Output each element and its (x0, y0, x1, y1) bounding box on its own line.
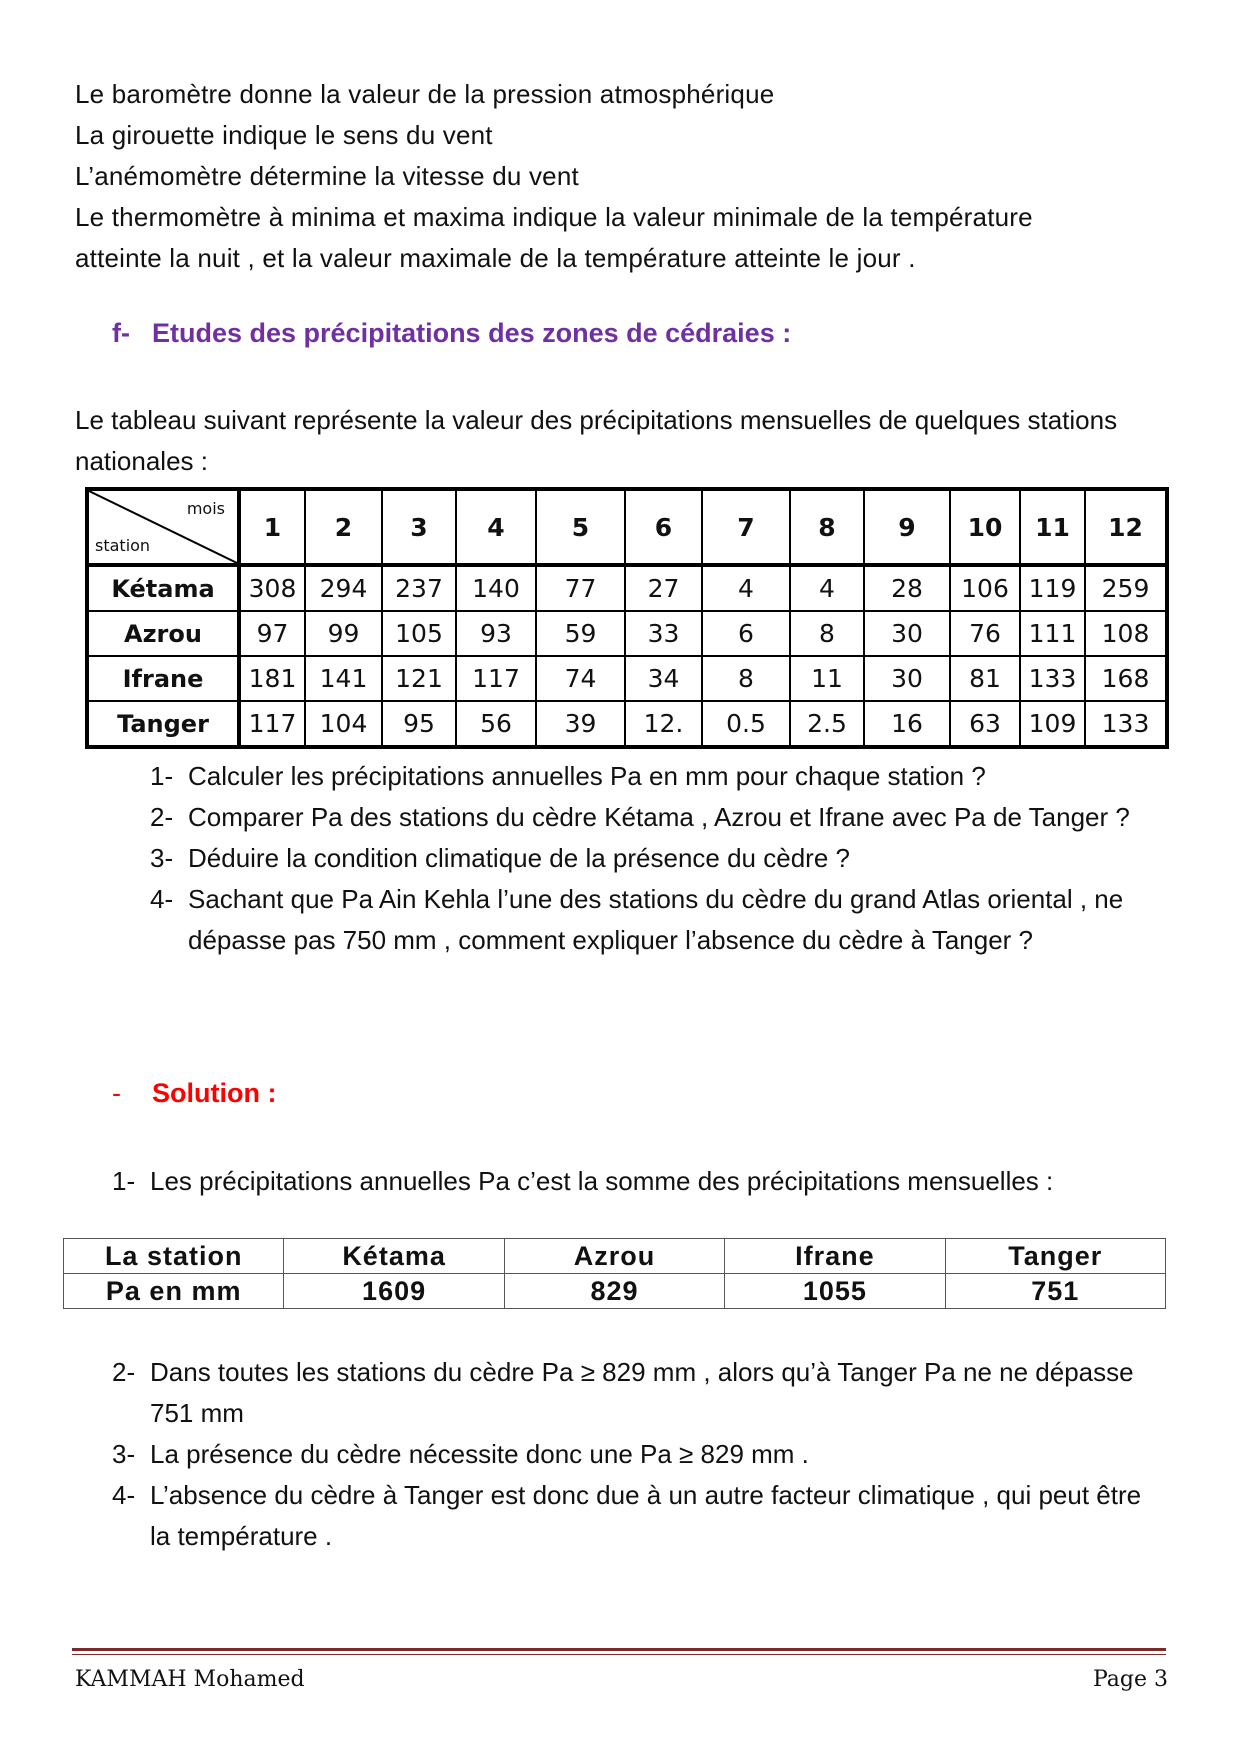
footer-rule-thin (72, 1654, 1166, 1655)
answer-number: 2- (112, 1357, 136, 1387)
precip-value: 181 (239, 656, 305, 701)
question-item (150, 838, 1160, 879)
precip-value: 117 (456, 656, 536, 701)
precip-value: 28 (864, 565, 950, 611)
annual-header-cell: Ifrane (725, 1239, 945, 1274)
precip-value: 0.5 (702, 701, 790, 747)
section-title: Etudes des précipitations des zones de cédraies : (152, 318, 792, 348)
intro-line-3: L’anémomètre détermine la vitesse du vent (75, 161, 579, 191)
precip-value: 308 (239, 565, 305, 611)
precip-value: 16 (864, 701, 950, 747)
precip-value: 119 (1020, 565, 1085, 611)
month-header: 12 (1085, 489, 1167, 565)
precip-value: 133 (1020, 656, 1085, 701)
precip-value: 106 (950, 565, 1020, 611)
month-header: 10 (950, 489, 1020, 565)
station-name: Ifrane (87, 656, 239, 701)
month-header: 8 (790, 489, 864, 565)
question-number: 2- (150, 802, 174, 832)
precip-value: 141 (305, 656, 382, 701)
precip-value: 93 (456, 611, 536, 656)
annual-value-row (64, 1274, 1166, 1309)
question-text: Sachant que Pa Ain Kehla l’une des stations du cèdre du grand Atlas oriental , ne dépasse pas 750 mm , comment expliquer l’absence du cèdre à Tanger ? (188, 884, 1124, 955)
station-row (87, 565, 1167, 611)
precip-value: 168 (1085, 656, 1167, 701)
precip-value: 33 (625, 611, 702, 656)
question-item (150, 879, 1160, 961)
answer-list (112, 1352, 1162, 1557)
month-header: 5 (536, 489, 625, 565)
annual-value-cell: 1609 (284, 1274, 504, 1309)
station-name: Azrou (87, 611, 239, 656)
precip-value: 76 (950, 611, 1020, 656)
precip-value: 56 (456, 701, 536, 747)
footer-rule-thick (72, 1648, 1166, 1651)
precip-value: 27 (625, 565, 702, 611)
answer-text: Dans toutes les stations du cèdre Pa ≥ 829 mm , alors qu’à Tanger Pa ne ne dépasse 751 mm (150, 1357, 1134, 1428)
month-header: 11 (1020, 489, 1085, 565)
answer-item (112, 1475, 1162, 1557)
precip-value: 4 (702, 565, 790, 611)
annual-value-cell: 1055 (725, 1274, 945, 1309)
precip-value: 4 (790, 565, 864, 611)
precip-value: 30 (864, 656, 950, 701)
corner-label-station: station (95, 536, 151, 555)
intro-line-1: Le baromètre donne la valeur de la pression atmosphérique (75, 79, 775, 109)
month-header: 1 (239, 489, 305, 565)
solution-label: Solution : (152, 1078, 277, 1108)
solution-heading (112, 1078, 276, 1109)
precip-value: 109 (1020, 701, 1085, 747)
precip-value: 108 (1085, 611, 1167, 656)
precip-value: 12. (625, 701, 702, 747)
precip-value: 2.5 (790, 701, 864, 747)
annual-header-cell: Kétama (284, 1239, 504, 1274)
question-number: 1- (150, 761, 174, 791)
precip-value: 140 (456, 565, 536, 611)
intro-line-5: atteinte la nuit , et la valeur maximale de la température atteinte le jour . (75, 243, 916, 273)
precip-value: 104 (305, 701, 382, 747)
annual-header-cell: La station (64, 1239, 284, 1274)
annual-header-cell: Azrou (504, 1239, 724, 1274)
corner-label-month: mois (186, 499, 225, 518)
month-header: 4 (456, 489, 536, 565)
annual-precipitation-table (63, 1238, 1166, 1309)
annual-value-cell: 829 (504, 1274, 724, 1309)
question-number: 3- (150, 843, 174, 873)
question-text: Déduire la condition climatique de la présence du cèdre ? (188, 843, 850, 873)
month-header: 7 (702, 489, 790, 565)
month-header: 6 (625, 489, 702, 565)
answer-text: L’absence du cèdre à Tanger est donc due à un autre facteur climatique , qui peut être la température . (150, 1480, 1142, 1551)
solution-intro-text: Les précipitations annuelles Pa c’est la somme des précipitations mensuelles : (150, 1166, 1054, 1196)
precip-value: 105 (382, 611, 456, 656)
precip-value: 81 (950, 656, 1020, 701)
answer-number: 4- (112, 1480, 136, 1510)
question-item (150, 797, 1160, 838)
question-number: 4- (150, 884, 174, 914)
precip-value: 63 (950, 701, 1020, 747)
annual-header-cell: Tanger (945, 1239, 1165, 1274)
annual-header-row (64, 1239, 1166, 1274)
question-list (150, 756, 1160, 961)
precipitation-table (85, 487, 1169, 749)
answer-number: 3- (112, 1439, 136, 1469)
precip-value: 121 (382, 656, 456, 701)
question-text: Comparer Pa des stations du cèdre Kétama , Azrou et Ifrane avec Pa de Tanger ? (188, 802, 1130, 832)
annual-value-cell: Pa en mm (64, 1274, 284, 1309)
month-header: 3 (382, 489, 456, 565)
precip-value: 259 (1085, 565, 1167, 611)
question-text: Calculer les précipitations annuelles Pa en mm pour chaque station ? (188, 761, 986, 791)
month-header: 2 (305, 489, 382, 565)
answer-item (112, 1434, 1162, 1475)
precip-value: 6 (702, 611, 790, 656)
footer-author: KAMMAH Mohamed (75, 1667, 305, 1692)
answer-item (112, 1352, 1162, 1434)
footer-page-number: Page 3 (1092, 1667, 1168, 1692)
station-row (87, 611, 1167, 656)
precip-value: 34 (625, 656, 702, 701)
precip-value: 97 (239, 611, 305, 656)
precip-value: 77 (536, 565, 625, 611)
intro-line-4: Le thermomètre à minima et maxima indique la valeur minimale de la température (75, 202, 1033, 232)
precip-value: 11 (790, 656, 864, 701)
precip-value: 117 (239, 701, 305, 747)
question-item (150, 756, 1160, 797)
section-number: f- (112, 318, 130, 348)
precip-value: 294 (305, 565, 382, 611)
precip-value: 237 (382, 565, 456, 611)
precip-value: 39 (536, 701, 625, 747)
solution-intro (112, 1161, 1053, 1202)
precip-value: 30 (864, 611, 950, 656)
table-corner-cell (87, 489, 239, 565)
station-name: Kétama (87, 565, 239, 611)
station-name: Tanger (87, 701, 239, 747)
table-intro: Le tableau suivant représente la valeur des précipitations mensuelles de quelques stations nationales : (75, 405, 1118, 476)
precip-value: 74 (536, 656, 625, 701)
month-header: 9 (864, 489, 950, 565)
precip-value: 133 (1085, 701, 1167, 747)
precip-value: 8 (702, 656, 790, 701)
station-row (87, 701, 1167, 747)
annual-value-cell: 751 (945, 1274, 1165, 1309)
section-heading (112, 318, 791, 349)
solution-dash: - (112, 1078, 121, 1108)
precip-value: 8 (790, 611, 864, 656)
precip-value: 59 (536, 611, 625, 656)
precip-value: 95 (382, 701, 456, 747)
station-row (87, 656, 1167, 701)
month-header-row (87, 489, 1167, 565)
answer-text: La présence du cèdre nécessite donc une Pa ≥ 829 mm . (150, 1439, 809, 1469)
solution-intro-number: 1- (112, 1166, 136, 1196)
precip-value: 111 (1020, 611, 1085, 656)
intro-line-2: La girouette indique le sens du vent (75, 120, 493, 150)
precip-value: 99 (305, 611, 382, 656)
